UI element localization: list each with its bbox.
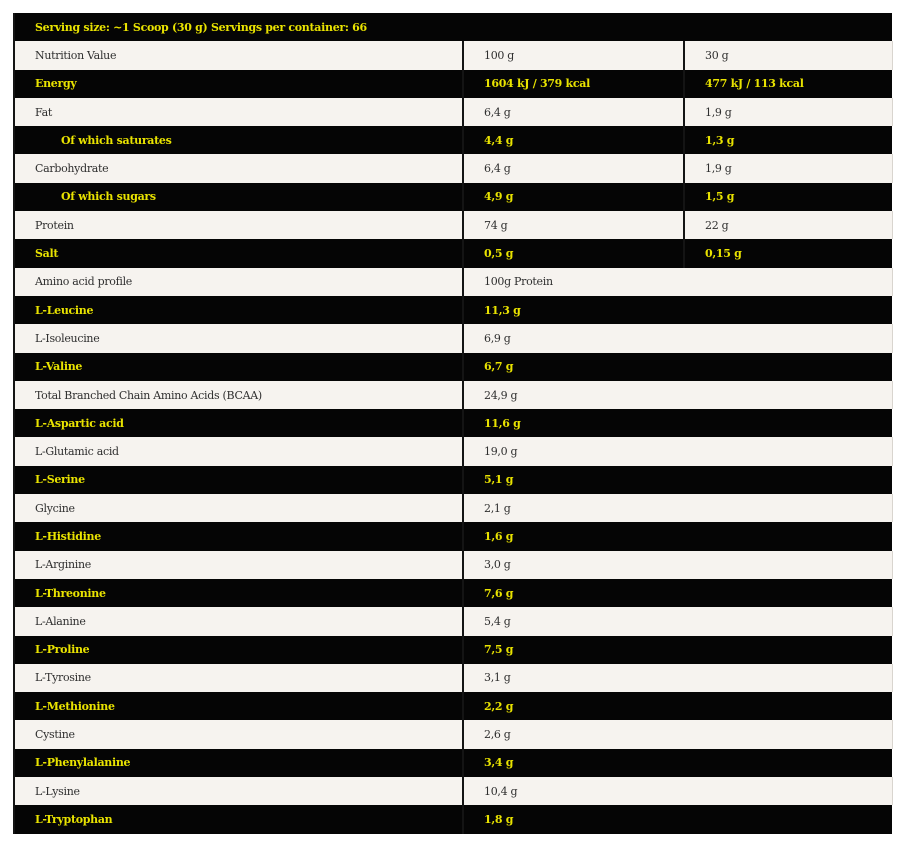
nutrient-label: L-Phenylalanine xyxy=(35,756,131,770)
nutrient-value: 5,1 g xyxy=(463,466,892,494)
nutrient-label: L-Lysine xyxy=(35,784,80,798)
nutrient-label: L-Valine xyxy=(35,360,83,374)
nutrient-label: Glycine xyxy=(35,501,75,515)
nutrient-value: 5,4 g xyxy=(463,607,892,635)
nutrient-label: Total Branched Chain Amino Acids (BCAA) xyxy=(35,388,262,402)
value-per-100g: 0,5 g xyxy=(463,239,684,267)
table-row xyxy=(14,466,892,494)
value-per-30g: 1,9 g xyxy=(684,98,892,126)
table-row xyxy=(14,409,892,437)
nutrient-value: 3,4 g xyxy=(463,749,892,777)
nutrient-label: L-Threonine xyxy=(35,586,106,600)
value-per-30g: 30 g xyxy=(684,41,892,69)
table-row xyxy=(14,579,892,607)
value-per-100g: 1604 kJ / 379 kcal xyxy=(463,70,684,98)
nutrient-label: L-Proline xyxy=(35,643,90,657)
nutrient-value: 6,9 g xyxy=(463,324,892,352)
value-per-100g: 74 g xyxy=(463,211,684,239)
nutrient-label: Carbohydrate xyxy=(35,162,109,176)
table-row xyxy=(14,126,892,154)
table-row xyxy=(14,692,892,720)
nutrient-label: L-Tryptophan xyxy=(35,812,113,826)
value-per-30g: 22 g xyxy=(684,211,892,239)
table-row xyxy=(14,183,892,211)
nutrient-label: L-Methionine xyxy=(35,699,115,713)
nutrient-label: L-Aspartic acid xyxy=(35,416,124,430)
table-row xyxy=(14,494,892,522)
value-per-30g: 1,5 g xyxy=(684,183,892,211)
value-per-30g: 477 kJ / 113 kcal xyxy=(684,70,892,98)
nutrient-label: L-Arginine xyxy=(35,558,91,572)
nutrient-label: Of which saturates xyxy=(61,133,172,147)
nutrition-table xyxy=(13,13,893,834)
table-row xyxy=(14,324,892,352)
nutrient-label: Nutrition Value xyxy=(35,48,117,62)
table-row xyxy=(14,777,892,805)
table-row xyxy=(14,522,892,550)
nutrient-value: 2,1 g xyxy=(463,494,892,522)
value-per-100g: 4,4 g xyxy=(463,126,684,154)
table-row xyxy=(14,664,892,692)
nutrient-label: L-Leucine xyxy=(35,303,94,317)
table-row xyxy=(14,636,892,664)
nutrient-value: 3,1 g xyxy=(463,664,892,692)
table-row xyxy=(14,749,892,777)
value-per-30g: 1,9 g xyxy=(684,154,892,182)
nutrient-value: 11,6 g xyxy=(463,409,892,437)
table-row xyxy=(14,381,892,409)
table-row xyxy=(14,551,892,579)
nutrient-value: 1,6 g xyxy=(463,522,892,550)
table-row xyxy=(14,720,892,748)
nutrient-value: 2,2 g xyxy=(463,692,892,720)
table-row xyxy=(14,239,892,267)
value-per-100g: 100 g xyxy=(463,41,684,69)
value-per-100g: 6,4 g xyxy=(463,154,684,182)
nutrient-label: L-Glutamic acid xyxy=(35,445,119,459)
nutrient-label: L-Isoleucine xyxy=(35,331,100,345)
nutrient-value: 7,6 g xyxy=(463,579,892,607)
nutrient-value: 3,0 g xyxy=(463,551,892,579)
nutrient-label: Fat xyxy=(35,105,52,119)
table-row xyxy=(14,607,892,635)
nutrition-table-body xyxy=(14,13,892,834)
nutrient-label: Protein xyxy=(35,218,74,232)
nutrient-label: L-Tyrosine xyxy=(35,671,91,685)
table-row xyxy=(14,41,892,69)
nutrient-label: Amino acid profile xyxy=(35,275,133,289)
table-row xyxy=(14,296,892,324)
table-row xyxy=(14,98,892,126)
table-row xyxy=(14,268,892,296)
nutrient-value: 7,5 g xyxy=(463,636,892,664)
nutrient-value: 6,7 g xyxy=(463,353,892,381)
nutrient-label: Of which sugars xyxy=(61,190,156,204)
nutrient-label: L-Serine xyxy=(35,473,85,487)
value-per-30g: 0,15 g xyxy=(684,239,892,267)
nutrient-value: 2,6 g xyxy=(463,720,892,748)
table-row xyxy=(14,353,892,381)
nutrient-value: 100g Protein xyxy=(463,268,892,296)
nutrient-value: 10,4 g xyxy=(463,777,892,805)
nutrient-label: L-Histidine xyxy=(35,529,101,543)
table-row xyxy=(14,211,892,239)
nutrient-value: 19,0 g xyxy=(463,437,892,465)
serving-size-header: Serving size: ~1 Scoop (30 g) Servings per container: 66 xyxy=(35,20,367,34)
table-row xyxy=(14,70,892,98)
nutrient-label: Energy xyxy=(35,77,77,91)
value-per-100g: 6,4 g xyxy=(463,98,684,126)
nutrient-value: 24,9 g xyxy=(463,381,892,409)
table-row xyxy=(14,805,892,833)
table-row xyxy=(14,437,892,465)
serving-size-header-row xyxy=(14,13,892,41)
nutrient-label: L-Alanine xyxy=(35,614,86,628)
value-per-30g: 1,3 g xyxy=(684,126,892,154)
nutrient-label: Cystine xyxy=(35,728,75,742)
nutrient-label: Salt xyxy=(35,247,59,261)
nutrient-value: 1,8 g xyxy=(463,805,892,833)
nutrient-value: 11,3 g xyxy=(463,296,892,324)
table-row xyxy=(14,154,892,182)
value-per-100g: 4,9 g xyxy=(463,183,684,211)
